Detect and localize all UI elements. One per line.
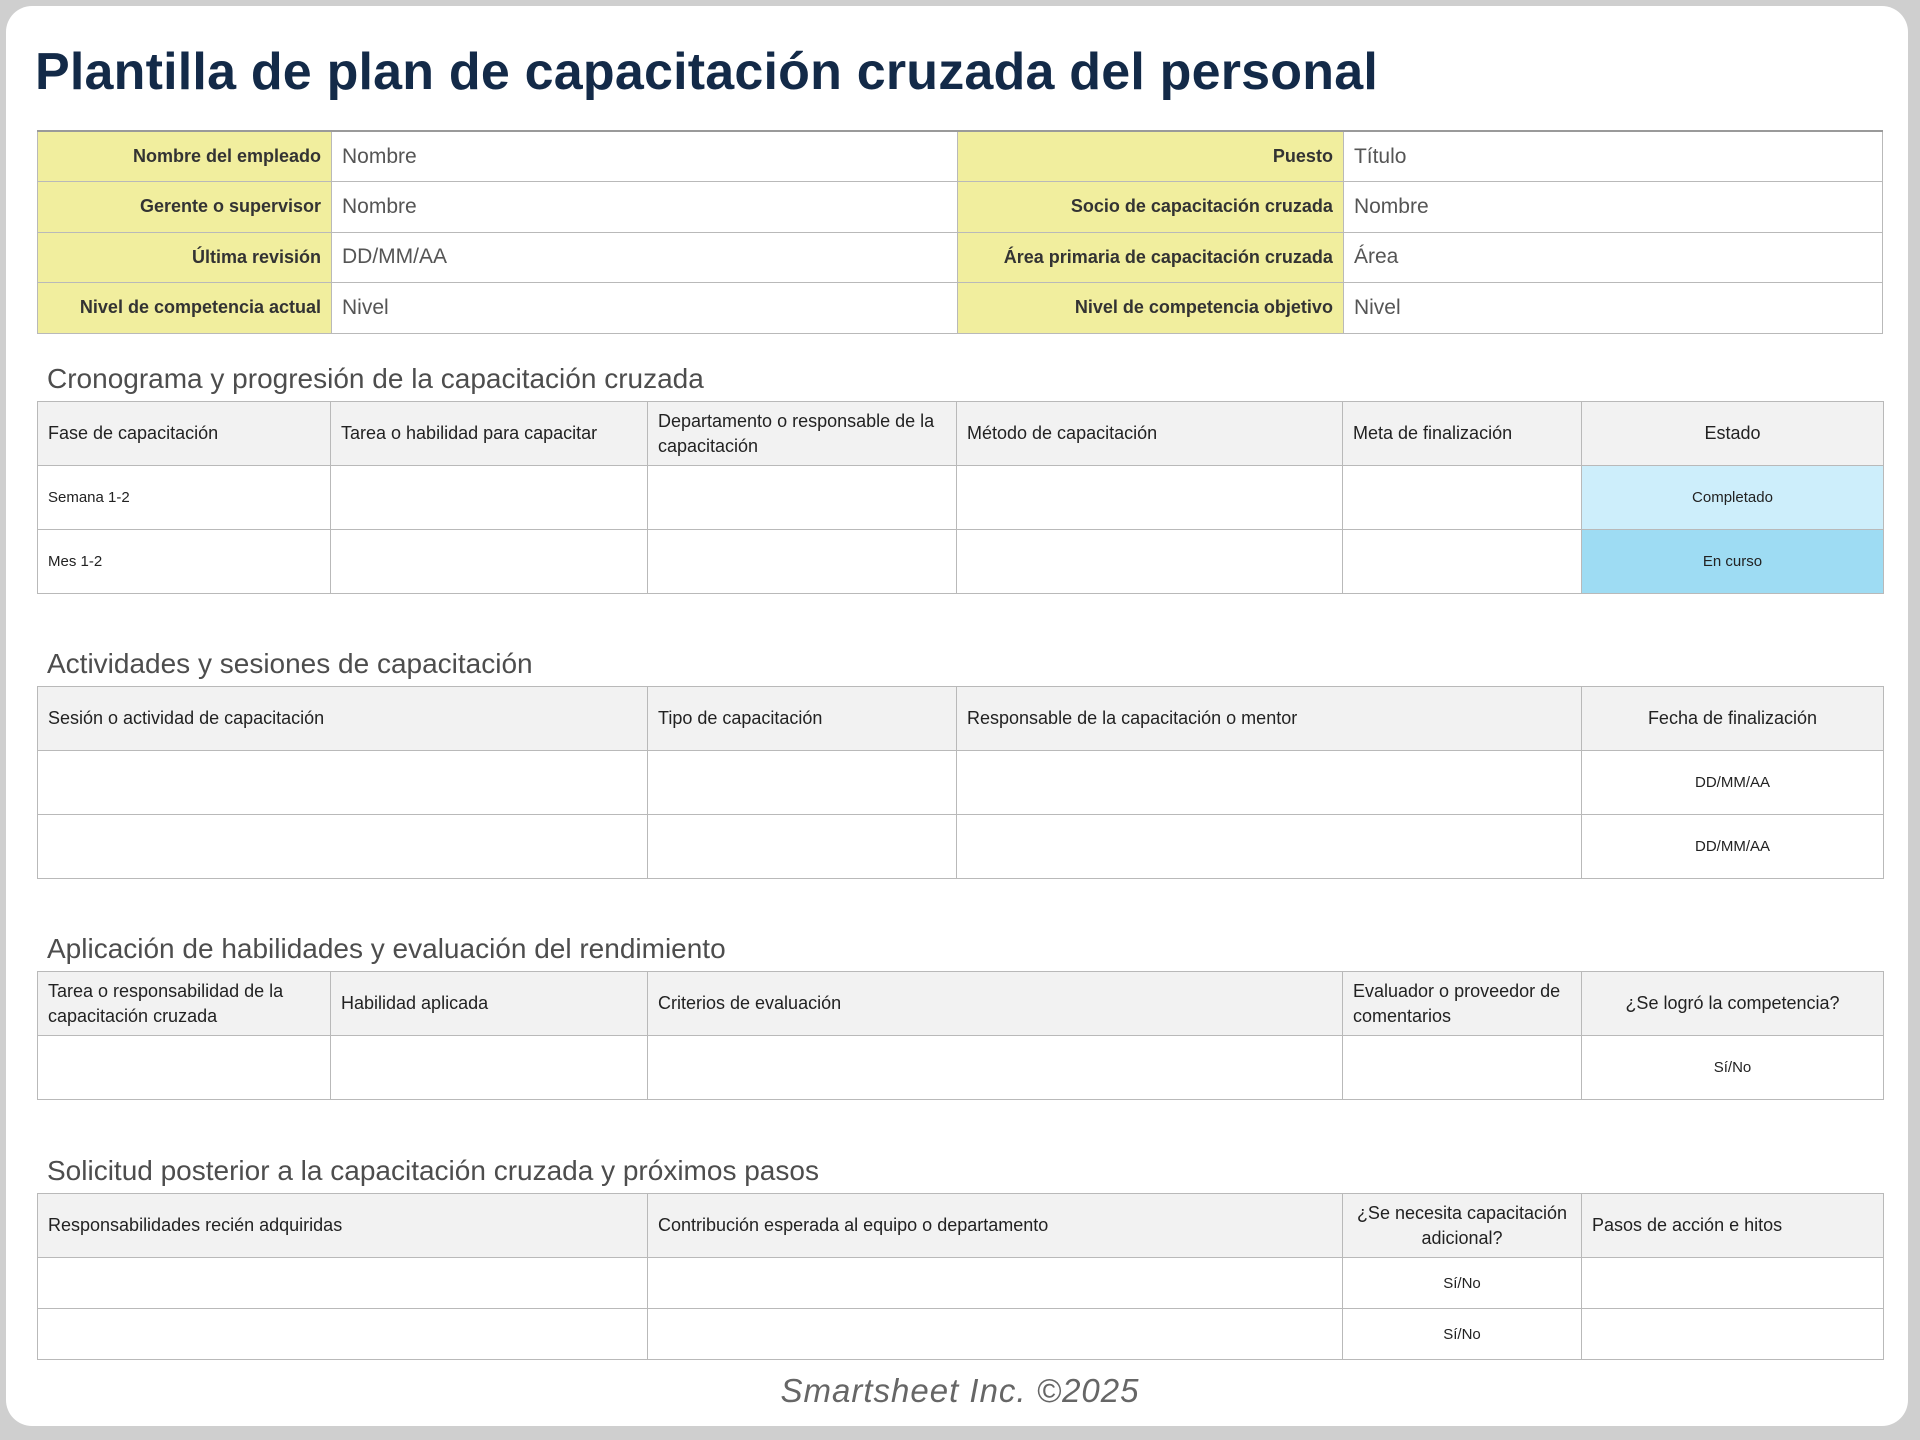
primary-area-field[interactable]: Área: [1343, 232, 1882, 283]
employee-info-table: [37, 130, 1883, 334]
column-header: Fecha de finalización: [1582, 687, 1884, 751]
last-review-label: Última revisión: [38, 232, 332, 283]
column-header: Pasos de acción e hitos: [1582, 1194, 1884, 1258]
table-row: [38, 1309, 1884, 1360]
mentor-cell[interactable]: [957, 815, 1582, 879]
last-review-field[interactable]: DD/MM/AA: [332, 232, 958, 283]
column-header: Responsabilidades recién adquiridas: [38, 1194, 648, 1258]
footer-copyright: Smartsheet Inc. ©2025: [780, 1372, 1140, 1409]
table-row: [38, 815, 1884, 879]
schedule-table: [37, 401, 1884, 594]
table-header-row: [38, 402, 1884, 466]
info-row: [38, 131, 1883, 182]
status-cell[interactable]: Completado: [1582, 466, 1884, 530]
position-field[interactable]: Título: [1343, 131, 1882, 182]
column-header: Sesión o actividad de capacitación: [38, 687, 648, 751]
manager-label: Gerente o supervisor: [38, 182, 332, 233]
additional-training-cell[interactable]: Sí/No: [1343, 1309, 1582, 1360]
table-header-row: [38, 972, 1884, 1036]
training-type-cell[interactable]: [648, 815, 957, 879]
cross-training-partner-label: Socio de capacitación cruzada: [958, 182, 1344, 233]
document-page: [6, 6, 1908, 1426]
responsibility-cell[interactable]: [38, 1036, 331, 1100]
followup-table: [37, 1193, 1884, 1360]
department-cell[interactable]: [648, 466, 957, 530]
column-header: Tarea o responsabilidad de la capacitación cruzada: [38, 972, 331, 1036]
target-level-field[interactable]: Nivel: [1343, 283, 1882, 334]
table-row: [38, 466, 1884, 530]
column-header: Estado: [1582, 402, 1884, 466]
current-level-label: Nivel de competencia actual: [38, 283, 332, 334]
current-level-field[interactable]: Nivel: [332, 283, 958, 334]
department-cell[interactable]: [648, 530, 957, 594]
column-header: ¿Se logró la competencia?: [1582, 972, 1884, 1036]
criteria-cell[interactable]: [648, 1036, 1343, 1100]
contribution-cell[interactable]: [648, 1258, 1343, 1309]
column-header: Contribución esperada al equipo o departamento: [648, 1194, 1343, 1258]
task-cell[interactable]: [331, 466, 648, 530]
column-header: Método de capacitación: [957, 402, 1343, 466]
schedule-section-title: Cronograma y progresión de la capacitación cruzada: [47, 363, 704, 394]
table-header-row: [38, 687, 1884, 751]
target-level-label: Nivel de competencia objetivo: [958, 283, 1344, 334]
skill-applied-cell[interactable]: [331, 1036, 648, 1100]
column-header: Fase de capacitación: [38, 402, 331, 466]
phase-cell[interactable]: Semana 1-2: [38, 466, 331, 530]
position-label: Puesto: [958, 131, 1344, 182]
task-cell[interactable]: [331, 530, 648, 594]
table-row: [38, 530, 1884, 594]
column-header: Responsable de la capacitación o mentor: [957, 687, 1582, 751]
new-responsibility-cell[interactable]: [38, 1258, 648, 1309]
action-steps-cell[interactable]: [1582, 1258, 1884, 1309]
column-header: Habilidad aplicada: [331, 972, 648, 1036]
table-header-row: [38, 1194, 1884, 1258]
employee-name-label: Nombre del empleado: [38, 131, 332, 182]
page-title: Plantilla de plan de capacitación cruzada del personal: [35, 43, 1378, 101]
session-cell[interactable]: [38, 751, 648, 815]
manager-field[interactable]: Nombre: [332, 182, 958, 233]
completion-date-cell[interactable]: DD/MM/AA: [1582, 815, 1884, 879]
training-type-cell[interactable]: [648, 751, 957, 815]
activities-section-title: Actividades y sesiones de capacitación: [47, 648, 533, 679]
method-cell[interactable]: [957, 466, 1343, 530]
table-row: [38, 751, 1884, 815]
mentor-cell[interactable]: [957, 751, 1582, 815]
info-row: [38, 182, 1883, 233]
session-cell[interactable]: [38, 815, 648, 879]
goal-cell[interactable]: [1343, 530, 1582, 594]
status-cell[interactable]: En curso: [1582, 530, 1884, 594]
cross-training-partner-field[interactable]: Nombre: [1343, 182, 1882, 233]
column-header: Departamento o responsable de la capacitación: [648, 402, 957, 466]
phase-cell[interactable]: Mes 1-2: [38, 530, 331, 594]
additional-training-cell[interactable]: Sí/No: [1343, 1258, 1582, 1309]
employee-name-field[interactable]: Nombre: [332, 131, 958, 182]
new-responsibility-cell[interactable]: [38, 1309, 648, 1360]
method-cell[interactable]: [957, 530, 1343, 594]
info-row: [38, 232, 1883, 283]
column-header: Tipo de capacitación: [648, 687, 957, 751]
followup-section-title: Solicitud posterior a la capacitación cruzada y próximos pasos: [47, 1155, 819, 1186]
column-header: Criterios de evaluación: [648, 972, 1343, 1036]
goal-cell[interactable]: [1343, 466, 1582, 530]
competency-achieved-cell[interactable]: Sí/No: [1582, 1036, 1884, 1100]
action-steps-cell[interactable]: [1582, 1309, 1884, 1360]
column-header: Evaluador o proveedor de comentarios: [1343, 972, 1582, 1036]
activities-table: [37, 686, 1884, 879]
evaluation-section-title: Aplicación de habilidades y evaluación del rendimiento: [47, 933, 726, 964]
column-header: ¿Se necesita capacitación adicional?: [1343, 1194, 1582, 1258]
contribution-cell[interactable]: [648, 1309, 1343, 1360]
column-header: Meta de finalización: [1343, 402, 1582, 466]
table-row: [38, 1258, 1884, 1309]
evaluator-cell[interactable]: [1343, 1036, 1582, 1100]
column-header: Tarea o habilidad para capacitar: [331, 402, 648, 466]
evaluation-table: [37, 971, 1884, 1100]
completion-date-cell[interactable]: DD/MM/AA: [1582, 751, 1884, 815]
info-row: [38, 283, 1883, 334]
primary-area-label: Área primaria de capacitación cruzada: [958, 232, 1344, 283]
table-row: [38, 1036, 1884, 1100]
